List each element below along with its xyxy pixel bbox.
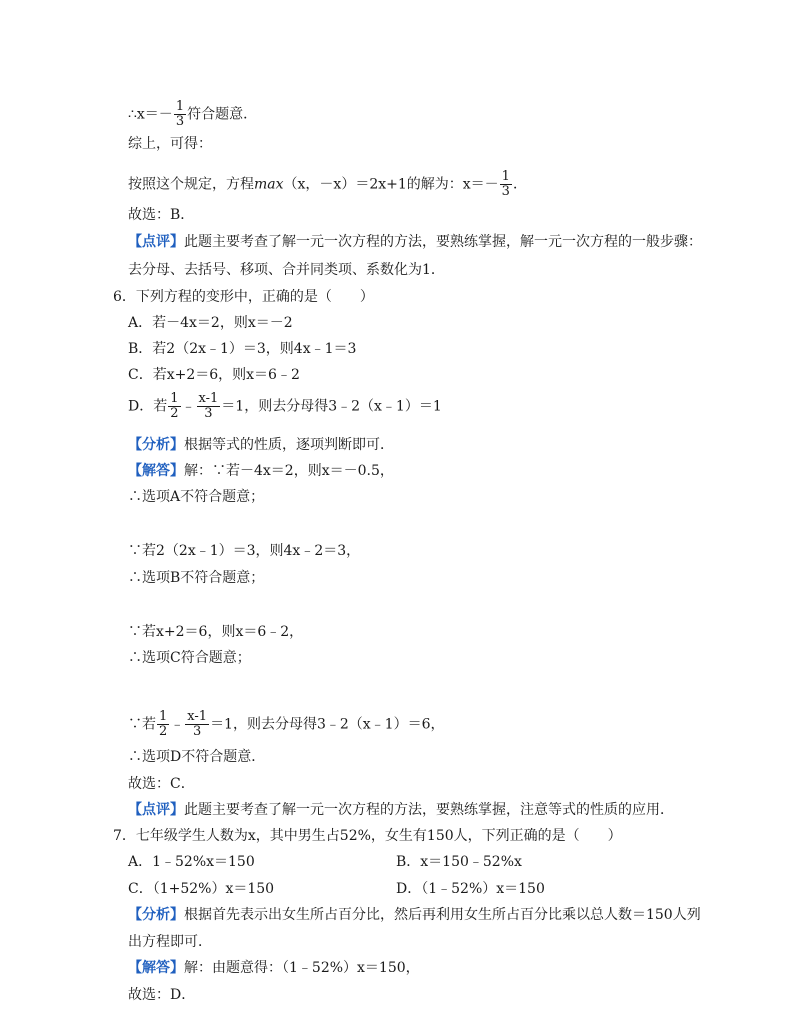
q6-a-result: ∴选项A不符合题意； bbox=[128, 489, 265, 505]
question-6-stem: 6．下列方程的变形中，正确的是（ ） bbox=[113, 289, 374, 305]
line-steps: 去分母、去括号、移项、合并同类项、系数化为1． bbox=[128, 262, 445, 278]
denominator: 3 bbox=[193, 724, 202, 739]
text: ﹣ bbox=[170, 716, 185, 733]
numerator: x-1 bbox=[187, 709, 208, 724]
analysis-tag: 【分析】 bbox=[128, 437, 184, 453]
comment-tag: 【点评】 bbox=[128, 802, 184, 818]
line-summary: 综上，可得： bbox=[128, 136, 212, 152]
denominator: 3 bbox=[501, 184, 510, 199]
numerator: 1 bbox=[159, 709, 168, 724]
numerator: x-1 bbox=[198, 391, 219, 406]
q6-solution bbox=[128, 462, 394, 480]
q6-c-step: ∵若x+2＝6，则x＝6﹣2， bbox=[128, 624, 304, 640]
text: 根据等式的性质，逐项判断即可． bbox=[184, 437, 394, 453]
q6-option-c: C．若x+2＝6，则x＝6﹣2 bbox=[128, 367, 300, 383]
text: （x，－x）＝2x+1的解为：x＝－ bbox=[283, 176, 499, 193]
q6-analysis bbox=[128, 436, 394, 454]
q6-option-b: B．若2（2x﹣1）＝3，则4x﹣1＝3 bbox=[128, 341, 357, 357]
q7-option-d: D．（1﹣52%）x＝150 bbox=[396, 881, 545, 897]
text: 解：由题意得：（1﹣52%）x＝150， bbox=[184, 960, 420, 976]
q6-b-result: ∴选项B不符合题意； bbox=[128, 570, 265, 586]
q7-option-c: C．（1+52%）x＝150 bbox=[128, 881, 275, 897]
text: ∵若 bbox=[128, 716, 156, 733]
q6-b-step: ∵若2（2x﹣1）＝3，则4x﹣2＝3， bbox=[128, 543, 361, 559]
text: ＝1，则去分母得3﹣2（x﹣1）＝1 bbox=[221, 398, 442, 415]
fraction bbox=[157, 710, 169, 739]
solution-tag: 【解答】 bbox=[128, 463, 184, 479]
q6-c-result: ∴选项C符合题意； bbox=[128, 650, 251, 666]
denominator: 3 bbox=[175, 114, 185, 129]
comment-tag: 【点评】 bbox=[128, 234, 184, 250]
text: ∴x＝－ bbox=[128, 106, 173, 123]
text: ﹣ bbox=[181, 398, 196, 415]
text: 根据首先表示出女生所占百分比，然后再利用女生所占百分比乘以总人数＝150人列 bbox=[184, 907, 701, 923]
q6-option-a: A．若－4x＝2，则x＝－2 bbox=[128, 315, 293, 331]
q7-option-b: B．x＝150﹣52%x bbox=[396, 854, 522, 870]
denominator: 2 bbox=[170, 406, 179, 421]
q6-d-result: ∴选项D不符合题意． bbox=[128, 749, 266, 765]
text: 此题主要考查了解一元一次方程的方法，要熟练掌握，注意等式的性质的应用． bbox=[184, 802, 674, 818]
q7-solution bbox=[128, 959, 420, 977]
q7-analysis-cont: 出方程即可． bbox=[128, 934, 212, 950]
fraction bbox=[500, 170, 512, 199]
fraction bbox=[185, 710, 209, 739]
text: 解：∵若－4x＝2，则x＝－0.5， bbox=[184, 463, 394, 479]
q7-answer: 故选：D． bbox=[128, 987, 196, 1003]
q6-option-d bbox=[128, 392, 442, 421]
denominator: 2 bbox=[159, 724, 168, 739]
analysis-tag: 【分析】 bbox=[128, 907, 184, 923]
text: 此题主要考查了解一元一次方程的方法，要熟练掌握，解一元一次方程的一般步骤： bbox=[184, 234, 702, 250]
q6-d-step bbox=[128, 710, 445, 739]
question-7-stem: 7．七年级学生人数为x，其中男生占52%，女生有150人，下列正确的是（ ） bbox=[113, 828, 622, 844]
q7-option-a: A．1﹣52%x＝150 bbox=[128, 854, 255, 870]
denominator: 3 bbox=[204, 406, 213, 421]
q6-answer: 故选：C． bbox=[128, 776, 195, 792]
numerator: 1 bbox=[175, 99, 185, 114]
q7-analysis bbox=[128, 906, 701, 924]
text: ＝1，则去分母得3﹣2（x﹣1）＝6， bbox=[210, 716, 445, 733]
numerator: 1 bbox=[501, 169, 510, 184]
text: 符合题意． bbox=[187, 106, 258, 123]
fraction bbox=[197, 392, 221, 421]
numerator: 1 bbox=[170, 391, 179, 406]
text: ． bbox=[512, 176, 527, 193]
line-comment bbox=[128, 233, 702, 251]
text: D．若 bbox=[128, 398, 168, 415]
text: max bbox=[254, 176, 284, 193]
line-rule bbox=[128, 170, 527, 199]
solution-tag: 【解答】 bbox=[128, 960, 184, 976]
line-x-eq bbox=[128, 100, 257, 129]
fraction bbox=[168, 392, 180, 421]
fraction bbox=[174, 100, 186, 129]
text: 按照这个规定，方程 bbox=[128, 176, 254, 193]
line-answer: 故选：B． bbox=[128, 207, 195, 223]
q6-comment bbox=[128, 801, 674, 819]
